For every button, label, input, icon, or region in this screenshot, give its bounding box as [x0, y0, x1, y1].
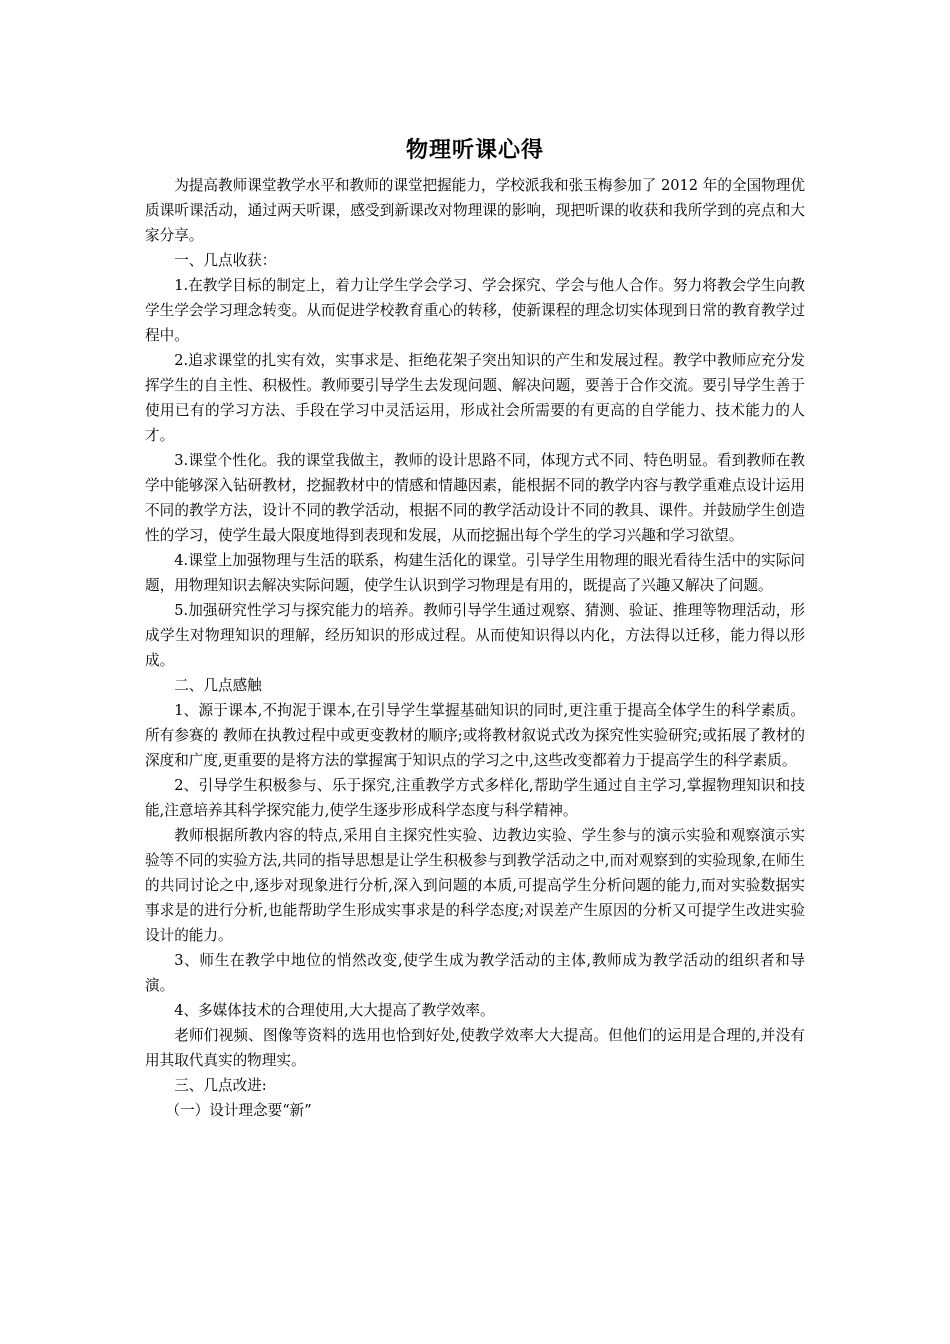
impression-item-4: 4、多媒体技术的合理使用,大大提高了教学效率。: [174, 1002, 495, 1019]
impression-item-2: 2、引导学生积极参与、乐于探究,注重教学方式多样化,帮助学生通过自主学习,掌握物理知识和技能,注意培养其科学探究能力,使学生逐步形成科学态度与科学精神。: [145, 777, 805, 819]
gain-item-2: 2.追求课堂的扎实有效，实事求是、拒绝花架子突出知识的产生和发展过程。教学中教师应充分发挥学生的自主性、积极性。教师要引导学生去发现问题、解决问题，要善于合作交流。要引导学生善于使用已有的学习方法、手段在学习中灵活运用，形成社会所需要的有更高的自学能力、技术能力的人才。: [145, 352, 805, 444]
impression-item-3: 3、师生在教学中地位的悄然改变,使学生成为教学活动的主体,教师成为教学活动的组织者和导演。: [145, 952, 805, 994]
gain-item-1: 1.在教学目标的制定上，着力让学生学会学习、学会探究、学会与他人合作。努力将教会学生向教学生学会学习理念转变。从而促进学校教育重心的转移，使新课程的理念切实体现到日常的教育教学过程中。: [145, 277, 805, 344]
gain-item-5: 5.加强研究性学习与探究能力的培养。教师引导学生通过观察、猜测、验证、推理等物理活动，形成学生对物理知识的理解，经历知识的形成过程。从而使知识得以内化，方法得以迁移，能力得以形成。: [145, 602, 805, 669]
gain-item-4: 4.课堂上加强物理与生活的联系，构建生活化的课堂。引导学生用物理的眼光看待生活中的实际问题，用物理知识去解决实际问题，使学生认识到学习物理是有用的，既提高了兴趣又解决了问题。: [145, 552, 805, 594]
improvement-item-1: （一）设计理念要“新”: [165, 1102, 312, 1119]
section-heading-impressions: 二、几点感触: [174, 677, 262, 694]
impression-paragraph-media: 老师们视频、图像等资料的选用也恰到好处,使教学效率大大提高。但他们的运用是合理的,并没有用其取代真实的物理实。: [145, 1027, 805, 1069]
impression-item-1: 1、源于课本,不拘泥于课本,在引导学生掌握基础知识的同时,更注重于提高全体学生的科学素质。所有参赛的 教师在执教过程中或更变教材的顺序;或将教材叙说式改为探究性实验研究;或拓展了教材的深度和广度,更重要的是将方法的掌握寓于知识点的学习之中,这些改变都着力于提高学生的科学素质。: [145, 702, 805, 769]
intro-paragraph: 为提高教师课堂教学水平和教师的课堂把握能力，学校派我和张玉梅参加了 2012 年的全国物理优质课听课活动，通过两天听课，感受到新课改对物理课的影响，现把听课的收获和我所学到的亮点和大家分享。: [145, 177, 805, 244]
impression-paragraph-experiments: 教师根据所教内容的特点,采用自主探究性实验、边教边实验、学生参与的演示实验和观察演示实验等不同的实验方法,共同的指导思想是让学生积极参与到教学活动之中,而对观察到的实验现象,在师生的共同讨论之中,逐步对现象进行分析,深入到问题的本质,可提高学生分析问题的能力,而对实验数据实事求是的进行分析,也能帮助学生形成实事求是的科学态度;对误差产生原因的分析又可提学生改进实验设计的能力。: [145, 827, 805, 944]
document-title: 物理听课心得: [405, 138, 544, 163]
section-heading-improvements: 三、几点改进:: [174, 1077, 267, 1094]
section-heading-gains: 一、几点收获：: [174, 252, 277, 269]
document-body: [145, 135, 805, 1123]
gain-item-3: 3.课堂个性化。我的课堂我做主，教师的设计思路不同，体现方式不同、特色明显。看到教师在教学中能够深入钻研教材，挖掘教材中的情感和情趣因素，能根据不同的教学内容与教学重难点设计运用不同的教学方法，设计不同的教学活动，根据不同的教学活动设计不同的教具、课件。并鼓励学生创造性的学习，使学生最大限度地得到表现和发展，从而挖掘出每个学生的学习兴趣和学习欲望。: [145, 452, 805, 544]
